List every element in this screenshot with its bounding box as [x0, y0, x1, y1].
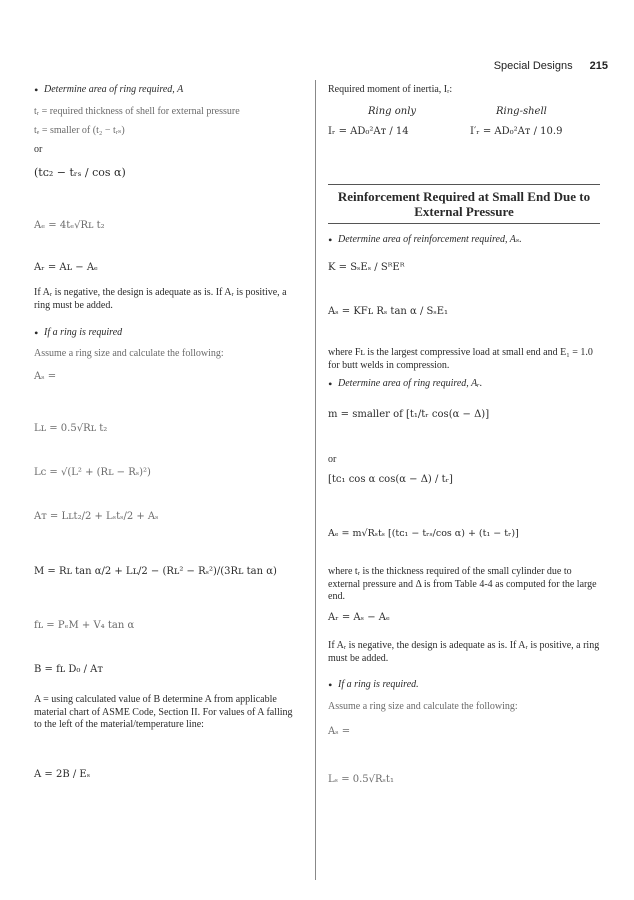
equation-ar-small: Aᵣ = Aₛ − Aₑ: [328, 612, 390, 623]
equation-fl: fʟ = PₑM + V₄ tan α: [34, 620, 135, 631]
equation-a: A = 2B / Eₛ: [34, 769, 91, 780]
section-title: Reinforcement Required at Small End Due to External Pressure: [328, 184, 600, 224]
paragraph-negative-ar: If Aᵣ is negative, the design is adequate as is. If Aᵣ is positive, a ring must be added.: [34, 287, 287, 311]
equation-at: Aᴛ = Lʟt₂/2 + Lₛtₛ/2 + Aₛ: [34, 511, 159, 522]
page-number: 215: [589, 60, 608, 72]
or-text: or: [34, 144, 43, 155]
equation-tc: [tᴄ₁ cos α cos(α − Δ) / tᵣ]: [328, 474, 453, 485]
equation-b: B = fʟ D₀ / Aᴛ: [34, 664, 103, 675]
paragraph-moment-inertia: Required moment of inertia, Iᵣ:: [328, 84, 453, 95]
equation-te-alt: (tᴄ₂ − tᵣₛ / cos α): [34, 166, 126, 179]
equation-ae-small: Aₑ = m√Rₛtₛ [(tᴄ₁ − tᵣₛ/cos α) + (t₁ − tᵣ)]: [328, 528, 519, 539]
bullet-ring-required-small: • If a ring is required.: [328, 679, 600, 692]
equation-ir-ring-only: Iᵣ = AD₀²Aᴛ / 14: [328, 126, 409, 137]
bullet-determine-ring-area: • Determine area of ring required, A: [34, 84, 302, 97]
paragraph-where-tr: where tᵣ is the thickness required of the small cylinder due to external pressure and Δ is from Table 4-4 as computed for the large end.: [328, 566, 597, 602]
paragraph-a-definition: A = using calculated value of B determine A from applicable material chart of ASME Code, Section II. For values of A falling to the left of the material/temperature line:: [34, 694, 293, 730]
equation-as-required: Aₛ = KFʟ Rₛ tan α / SₛE₁: [328, 306, 449, 317]
equation-as: Aₛ =: [34, 371, 57, 382]
column-divider: [315, 80, 316, 880]
page-header: [494, 60, 608, 72]
tr-definition: tᵣ = required thickness of shell for external pressure: [34, 106, 240, 117]
equation-ar: Aᵣ = Aʟ − Aₑ: [34, 262, 98, 273]
equation-m: M = Rʟ tan α/2 + Lʟ/2 − (Rʟ² − Rₛ²)/(3Rʟ tan α): [34, 566, 277, 577]
equation-ae: Aₑ = 4tₑ√Rʟ t₂: [34, 220, 105, 231]
equation-m-small: m = smaller of [t₁/tᵣ cos(α − Δ)]: [328, 409, 490, 420]
bullet-ring-area: • Determine area of ring required, Aᵣ.: [328, 378, 600, 391]
equation-lc: Lᴄ = √(L² + (Rʟ − Rₛ)²): [34, 467, 151, 478]
bullet-ring-required: • If a ring is required: [34, 327, 302, 340]
running-title: Special Designs: [493, 60, 573, 72]
equation-ls: Lₛ = 0.5√Rₛt₁: [328, 774, 394, 785]
equation-ll: Lʟ = 0.5√Rʟ t₂: [34, 423, 108, 434]
paragraph-negative-ar-small: If Aᵣ is negative, the design is adequate as is. If Aᵣ is positive, a ring must be added.: [328, 640, 600, 664]
or-text-right: or: [328, 454, 337, 465]
equation-ir-ring-shell: I′ᵣ = AD₀²Aᴛ / 10.9: [470, 126, 563, 137]
bullet-reinforcement-area: • Determine area of reinforcement required, Aₛ.: [328, 234, 600, 247]
te-definition: tₑ = smaller of (t₂ − tᵣₛ): [34, 125, 125, 136]
paragraph-assume-ring: Assume a ring size and calculate the following:: [34, 348, 224, 359]
equation-as-small: Aₛ =: [328, 726, 351, 737]
label-ring-only: Ring only: [368, 106, 417, 117]
paragraph-assume-ring-small: Assume a ring size and calculate the following:: [328, 701, 518, 712]
paragraph-where-fl: where Fʟ is the largest compressive load at small end and E₁ = 1.0 for butt welds in compression.: [328, 347, 593, 371]
equation-k: K = SₛEₛ / SᴿEᴿ: [328, 262, 405, 273]
label-ring-shell: Ring-shell: [496, 106, 547, 117]
